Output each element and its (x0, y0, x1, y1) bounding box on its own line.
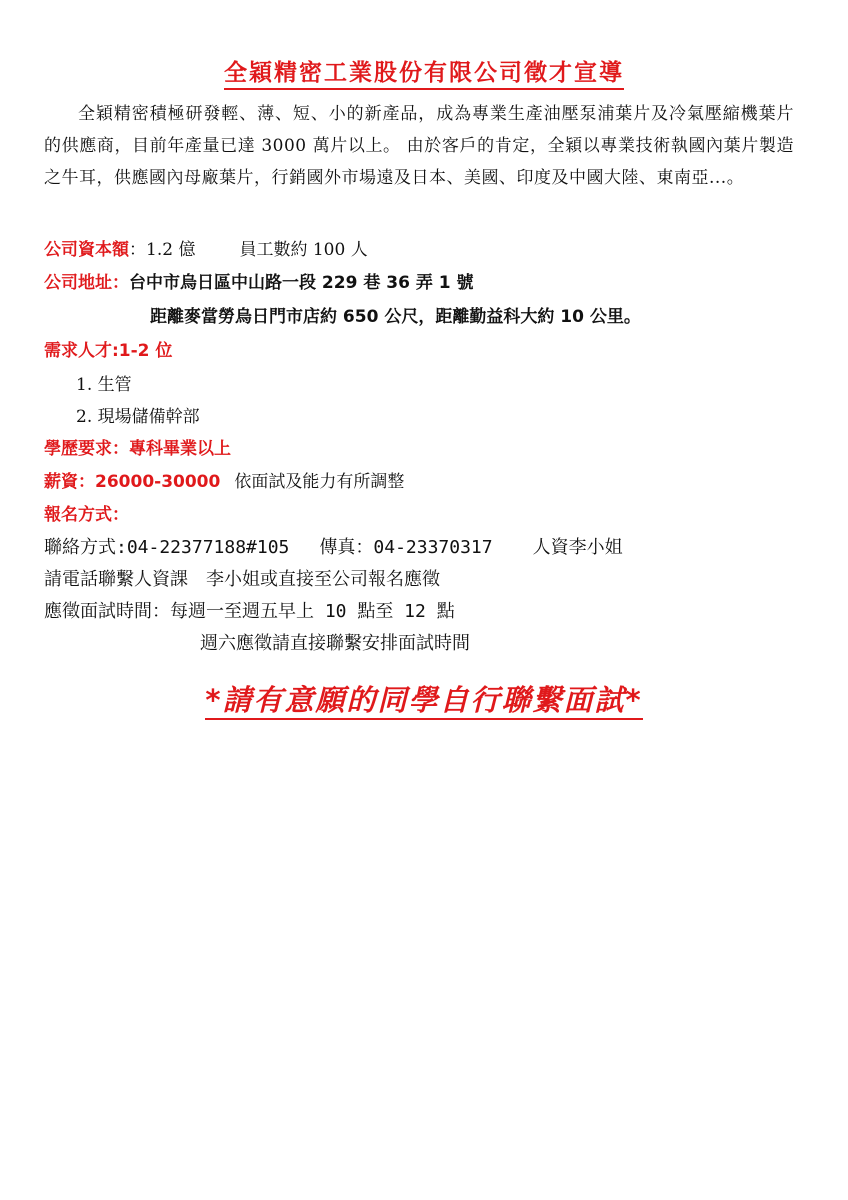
contact-row (44, 533, 623, 559)
address-row (44, 268, 473, 293)
closing-text: *請有意願的同學自行聯繫面試* (205, 683, 642, 720)
interview-time: 應徵面試時間：每週一至週五早上 10 點至 12 點 (44, 601, 455, 622)
contact-fax: 傳真：04-23370317 (319, 537, 493, 558)
company-intro-paragraph: 全穎精密積極研發輕、薄、短、小的新產品，成為專業生產油壓泵浦葉片及冷氣壓縮機葉片的供應商，目前年產量已達 3000 萬片以上。 由於客戶的肯定，全穎以專業技術執國內葉片製造之牛耳，供應國內母廠葉片，行銷國外市場遠及日本、美國、印度及中國大陸、東南亞...。 (44, 104, 794, 188)
address-note: 距離麥當勞烏日門市店約 650 公尺，距離勤益科大約 10 公里。 (150, 307, 641, 327)
contact-hr: 人資李小姐 (532, 537, 623, 558)
contact-phone: 聯絡方式:04-22377188#105 (44, 537, 290, 558)
capital-row (44, 235, 368, 260)
salary-row (44, 467, 404, 492)
address-label: 公司地址： (44, 273, 129, 293)
address-value: 台中市烏日區中山路一段 229 巷 36 弄 1 號 (129, 273, 474, 293)
salary-note: 依面試及能力有所調整 (234, 472, 405, 492)
apply-method-label: 報名方式： (44, 505, 129, 525)
salary-range: 26000-30000 (95, 472, 221, 492)
saturday-note: 週六應徵請直接聯繫安排面試時間 (200, 633, 470, 654)
demand-label: 需求人才:1-2 位 (44, 341, 173, 361)
employee-count: 員工數約 100 人 (239, 240, 368, 260)
closing-call-to-action (0, 678, 848, 719)
apply-instruction: 請電話聯繫人資課 李小姐或直接至公司報名應徵 (44, 569, 440, 590)
demand-item: 1. 生管 (76, 375, 132, 395)
document-title-text: 全穎精密工業股份有限公司徵才宣導 (224, 60, 624, 90)
document-title (0, 54, 848, 87)
salary-label: 薪資： (44, 472, 95, 492)
education-requirement: 學歷要求：專科畢業以上 (44, 439, 231, 459)
capital-value: ：1.2 億 (129, 240, 196, 260)
capital-label: 公司資本額 (44, 240, 129, 260)
demand-item: 2. 現場儲備幹部 (76, 407, 200, 427)
